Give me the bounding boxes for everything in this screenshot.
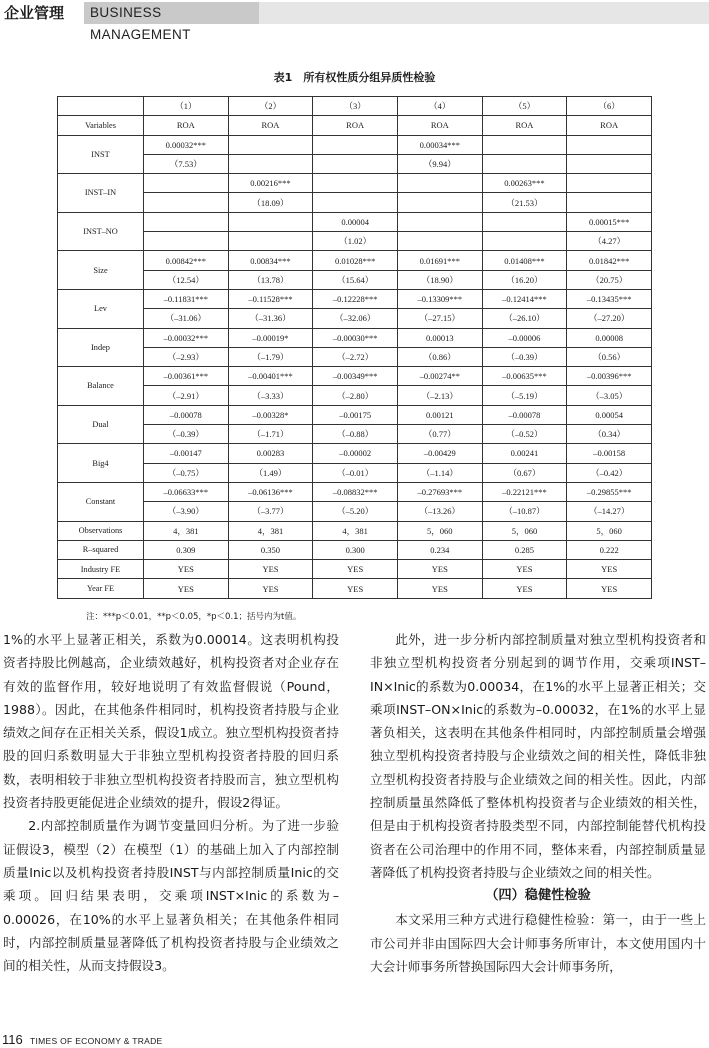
coef-cell: –0.29855*** [567,482,652,501]
coef-cell [567,135,652,154]
tstat-cell: （–3.77） [228,502,313,521]
table-cell: YES [567,560,652,579]
tstat-cell: （9.94） [397,154,482,173]
coef-cell: –0.13435*** [567,289,652,308]
tstat-cell: （–1.14） [397,463,482,482]
table-row [58,482,652,501]
tstat-cell: （–10.87） [482,502,567,521]
coef-cell: –0.00032*** [144,328,229,347]
tstat-cell: （1.02） [313,232,398,251]
coef-cell: –0.00078 [482,405,567,424]
table-cell: ROA [482,116,567,135]
table-cell: 0.350 [228,540,313,559]
column-header: （1） [144,97,229,116]
table-cell: 0.234 [397,540,482,559]
tstat-cell [228,232,313,251]
table-cell: 5，060 [482,521,567,540]
column-header: （3） [313,97,398,116]
coef-cell: –0.00328* [228,405,313,424]
table-row [58,347,652,366]
tstat-cell: （0.86） [397,347,482,366]
corner-cell [58,97,144,116]
tstat-cell [482,232,567,251]
table-row [58,367,652,386]
tstat-cell: （0.34） [567,425,652,444]
column-header: （6） [567,97,652,116]
tstat-cell: （7.53） [144,154,229,173]
tstat-cell: （–31.06） [144,309,229,328]
tstat-cell: （–2.93） [144,347,229,366]
tstat-cell: （1.49） [228,463,313,482]
header-bar [259,2,709,24]
coef-cell: –0.00274** [397,367,482,386]
coef-cell: 0.00842*** [144,251,229,270]
row-label: Constant [58,482,144,521]
table-title: 表1 所有权性质分组异质性检验 [273,71,436,84]
coef-cell [482,135,567,154]
table-cell: YES [313,579,398,598]
section-title-cn: 企业管理 [4,4,65,22]
coef-cell: –0.00396*** [567,367,652,386]
right-column [370,628,706,978]
coef-cell: –0.00158 [567,444,652,463]
paragraph: 1%的水平上显著正相关，系数为0.00014。这表明机构投资者持股比例越高，企业绩效越好，机构投资者对企业存在有效的监督作用，较好地说明了有效监督假说（Pound，1988）。因此，在其他条件相同时，机构投资者持股与企业绩效之间存在正相关关系，假设1成立。独立型机构投资者持股的回归系数明显大于非独立型机构投资者持股的回归系数，表明相较于非独立型机构投资者持股而言，独立型机构投资者持股更能促进企业绩效的提升，假设2得证。 [3,632,339,811]
tstat-cell: （–2.72） [313,347,398,366]
column-header: （5） [482,97,567,116]
tstat-cell: （–2.13） [397,386,482,405]
table-cell: 4，381 [313,521,398,540]
tstat-cell [567,193,652,212]
table-cell: YES [397,560,482,579]
row-label: R–squared [58,540,144,559]
table-cell: ROA [397,116,482,135]
table-header-row [58,97,652,116]
tstat-cell: （12.54） [144,270,229,289]
coef-cell: –0.12228*** [313,289,398,308]
table-cell: ROA [144,116,229,135]
tstat-cell: （20.75） [567,270,652,289]
table-cell: YES [567,579,652,598]
coef-cell: –0.00401*** [228,367,313,386]
coef-cell [313,135,398,154]
coef-cell: –0.00175 [313,405,398,424]
coef-cell: 0.01028*** [313,251,398,270]
row-label: Dual [58,405,144,444]
coef-cell: 0.00241 [482,444,567,463]
row-label: INST–NO [58,212,144,251]
row-label: Lev [58,289,144,328]
section-heading: （四）稳健性检验 [485,888,591,904]
tstat-cell: （18.90） [397,270,482,289]
coef-cell [144,212,229,231]
table-cell: ROA [567,116,652,135]
coef-cell: –0.06633*** [144,482,229,501]
row-label: Variables [58,116,144,135]
table-cell: 5，060 [567,521,652,540]
coef-cell [144,174,229,193]
coef-cell: 0.00004 [313,212,398,231]
paragraph: 2.内部控制质量作为调节变量回归分析。为了进一步验证假设3，模型（2）在模型（1）的基础上加入了内部控制质量Inic以及机构投资者持股INST与内部控制质量Inic的交乘项。回归结果表明，交乘项INST×Inic的系数为–0.00026，在10%的水平上显著负相关；在其他条件相同时，内部控制质量显著降低了机构投资者持股与企业绩效之间的相关性，从而支持假设3。 [3,818,339,974]
coef-cell: –0.00002 [313,444,398,463]
left-column [3,628,339,977]
tstat-cell [144,232,229,251]
table-cell: YES [144,560,229,579]
table-row [58,174,652,193]
coef-cell [397,174,482,193]
tstat-cell: （–14.27） [567,502,652,521]
tstat-cell: （–0.52） [482,425,567,444]
table-row [58,386,652,405]
row-label: INST [58,135,144,174]
table-cell: YES [228,560,313,579]
table-cell: YES [228,579,313,598]
tstat-cell: （–0.42） [567,463,652,482]
tstat-cell: （4.27） [567,232,652,251]
coef-cell: 0.00013 [397,328,482,347]
coef-cell: –0.00019* [228,328,313,347]
tstat-cell [144,193,229,212]
coef-cell: 0.01691*** [397,251,482,270]
tstat-cell: （–2.80） [313,386,398,405]
table-cell: 0.285 [482,540,567,559]
table-cell: 4，381 [144,521,229,540]
table-cell: YES [482,560,567,579]
tstat-cell: （–0.39） [144,425,229,444]
tstat-cell: （–0.75） [144,463,229,482]
tstat-cell: （–5.19） [482,386,567,405]
table-row [58,425,652,444]
tstat-cell [482,154,567,173]
coef-cell: –0.00429 [397,444,482,463]
tstat-cell: （15.64） [313,270,398,289]
table-cell: 0.300 [313,540,398,559]
coef-cell: –0.22121*** [482,482,567,501]
tstat-cell: （16.20） [482,270,567,289]
coef-cell: 0.00015*** [567,212,652,231]
coef-cell: –0.00030*** [313,328,398,347]
table-row [58,289,652,308]
table-cell: ROA [228,116,313,135]
journal-name: TIMES OF ECONOMY & TRADE [30,1036,163,1046]
coef-cell: –0.11528*** [228,289,313,308]
table-row [58,212,652,231]
tstat-cell [313,154,398,173]
table-cell: YES [313,560,398,579]
coef-cell: –0.06136*** [228,482,313,501]
coef-cell: –0.13309*** [397,289,482,308]
table-cell: YES [397,579,482,598]
tstat-cell: （–0.01） [313,463,398,482]
page-footer [0,1032,709,1048]
coef-cell [482,212,567,231]
coef-cell: 0.00121 [397,405,482,424]
tstat-cell: （–1.71） [228,425,313,444]
table-row [58,193,652,212]
tstat-cell: （–32.06） [313,309,398,328]
coef-cell: –0.00349*** [313,367,398,386]
coef-cell: –0.27693*** [397,482,482,501]
tstat-cell: （18.09） [228,193,313,212]
row-label: Size [58,251,144,290]
coef-cell: 0.00834*** [228,251,313,270]
table-cell: YES [482,579,567,598]
tstat-cell: （–3.90） [144,502,229,521]
coef-cell: –0.00006 [482,328,567,347]
column-header: （4） [397,97,482,116]
row-label: Year FE [58,579,144,598]
table-cell: YES [144,579,229,598]
table-row [58,309,652,328]
coef-cell: –0.00147 [144,444,229,463]
regression-table [57,96,652,599]
tstat-cell [313,193,398,212]
table-cell: ROA [313,116,398,135]
tstat-cell: （–31.36） [228,309,313,328]
tstat-cell: （0.56） [567,347,652,366]
tstat-cell: （–2.91） [144,386,229,405]
page-header [0,0,709,42]
table-row [58,521,652,540]
table-row [58,540,652,559]
coef-cell: 0.00216*** [228,174,313,193]
table-row [58,502,652,521]
table-row [58,579,652,598]
coef-cell [228,135,313,154]
paragraph: 此外，进一步分析内部控制质量对独立型机构投资者和非独立型机构投资者分别起到的调节作用，交乘项INST–IN×Inic的系数为0.00034，在1%的水平上显著正相关；交乘项INST–ON×Inic的系数为–0.00032，在1%的水平上显著负相关，这表明在其他条件相同时，内部控制质量会增强独立型机构投资者持股与企业绩效之间的相关性，降低非独立型机构投资者持股与企业绩效之间的相关性。因此，内部控制质量虽然降低了整体机构投资者与企业绩效的相关性，但是由于机构投资者持股类型不同，内部控制能替代机构投资者在公司治理中的作用不同，整体来看，内部控制质量显著降低了机构投资者持股与企业绩效之间的相关性。 [370,632,706,880]
tstat-cell: （21.53） [482,193,567,212]
table-row [58,232,652,251]
coef-cell: 0.01408*** [482,251,567,270]
tstat-cell: （0.77） [397,425,482,444]
coef-cell: 0.00054 [567,405,652,424]
coef-cell [397,212,482,231]
tstat-cell [397,193,482,212]
coef-cell: –0.00635*** [482,367,567,386]
row-label: Observations [58,521,144,540]
coef-cell: –0.11831*** [144,289,229,308]
table-row [58,405,652,424]
row-label: Balance [58,367,144,406]
tstat-cell: （13.78） [228,270,313,289]
section-title-en: BUSINESS MANAGEMENT [84,2,259,24]
paragraph: 本文采用三种方式进行稳健性检验：第一，由于一些上市公司并非由国际四大会计师事务所审计，本文使用国内十大会计师事务所替换国际四大会计师事务所， [370,912,706,974]
tstat-cell: （–3.05） [567,386,652,405]
table-cell: 0.309 [144,540,229,559]
coef-cell: 0.01842*** [567,251,652,270]
tstat-cell [397,232,482,251]
coef-cell: 0.00008 [567,328,652,347]
tstat-cell [228,154,313,173]
table-cell: 5，060 [397,521,482,540]
coef-cell: –0.12414*** [482,289,567,308]
row-label: Big4 [58,444,144,483]
tstat-cell: （–0.39） [482,347,567,366]
table-cell: 0.222 [567,540,652,559]
coef-cell: –0.00361*** [144,367,229,386]
coef-cell: 0.00034*** [397,135,482,154]
coef-cell: 0.00032*** [144,135,229,154]
tstat-cell: （–1.79） [228,347,313,366]
table-row [58,251,652,270]
coef-cell [567,174,652,193]
table-note: 注：***p＜0.01，**p＜0.05，*p＜0.1；括号内为t值。 [86,612,302,622]
row-label: Indep [58,328,144,367]
tstat-cell: （–27.15） [397,309,482,328]
table-cell: 4，381 [228,521,313,540]
table-row [58,560,652,579]
coef-cell: –0.00078 [144,405,229,424]
coef-cell: –0.08832*** [313,482,398,501]
tstat-cell: （0.67） [482,463,567,482]
row-label: INST–IN [58,174,144,213]
table-row [58,270,652,289]
coef-cell: 0.00283 [228,444,313,463]
table-row [58,444,652,463]
coef-cell: 0.00263*** [482,174,567,193]
tstat-cell: （–5.20） [313,502,398,521]
coef-cell [228,212,313,231]
table-row [58,135,652,154]
page-number: 116 [2,1032,23,1047]
table-row [58,463,652,482]
table-row [58,328,652,347]
table-row [58,116,652,135]
tstat-cell: （–3.33） [228,386,313,405]
tstat-cell: （–0.88） [313,425,398,444]
tstat-cell [567,154,652,173]
tstat-cell: （–26.10） [482,309,567,328]
tstat-cell: （–27.20） [567,309,652,328]
coef-cell [313,174,398,193]
column-header: （2） [228,97,313,116]
tstat-cell: （–13.26） [397,502,482,521]
table-row [58,154,652,173]
row-label: Industry FE [58,560,144,579]
